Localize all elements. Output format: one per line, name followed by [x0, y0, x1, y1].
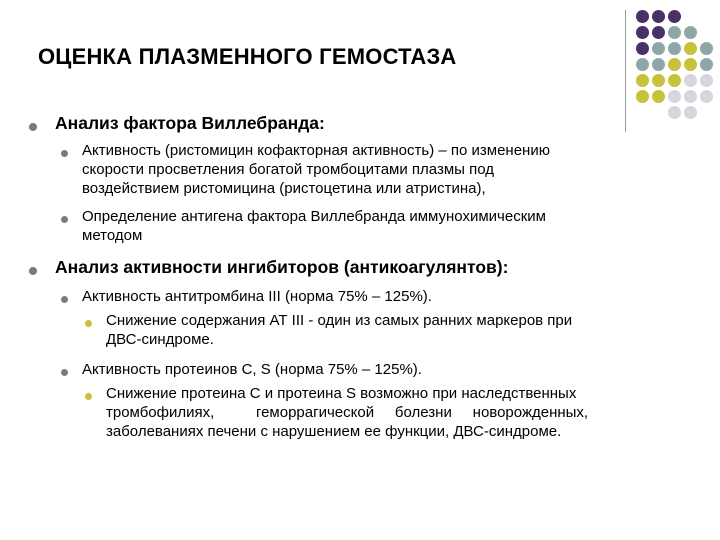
dot: [636, 42, 649, 55]
dot: [700, 58, 713, 71]
dot: [652, 58, 665, 71]
dot: [652, 10, 665, 23]
dot: [668, 10, 681, 23]
dot: [684, 42, 697, 55]
bullet-icon: [61, 369, 68, 376]
list-item: [82, 287, 672, 306]
bullet-icon: [61, 296, 68, 303]
text-line: методом: [82, 227, 143, 244]
dot: [668, 58, 681, 71]
section-heading-inhibitors: Анализ активности ингибиторов (антикоагулянтов):: [55, 257, 509, 277]
bullet-icon: [29, 123, 37, 131]
dot: [652, 90, 665, 103]
dot: [636, 26, 649, 39]
text-line: Снижение протеина С и протеина S возможно при наследственных: [106, 385, 577, 402]
text-line: воздействием ристомицина (ристоцетина или атристина),: [82, 180, 486, 197]
decorative-dot-grid: [636, 10, 716, 120]
text-segment: Активность (ристомицин кофакторная активность) – по изменению: [82, 142, 550, 159]
sub-list-item: [106, 311, 672, 349]
dot: [636, 90, 649, 103]
dot: [652, 74, 665, 87]
dot: [700, 74, 713, 87]
section-heading-willebrand: Анализ фактора Виллебранда:: [55, 113, 325, 133]
text-line: тромбофилиях, геморрагической болезни новорожденных,: [106, 404, 589, 421]
decorative-divider: [625, 10, 626, 132]
text-line: [82, 141, 672, 160]
bullet-icon: [61, 150, 68, 157]
list-item: [82, 141, 672, 198]
text-line: заболеваниях печени с нарушением ее функции, ДВС-синдроме.: [106, 423, 562, 440]
dot: [684, 106, 697, 119]
dot: [668, 74, 681, 87]
dot: [668, 90, 681, 103]
text-line: Активность антитромбина III (норма 75% – 125%).: [82, 288, 432, 305]
slide-title: ОЦЕНКА ПЛАЗМЕННОГО ГЕМОСТАЗА: [38, 44, 457, 69]
dot: [700, 90, 713, 103]
dot: [636, 74, 649, 87]
dot: [668, 42, 681, 55]
dot: [684, 90, 697, 103]
dot: [684, 26, 697, 39]
dot: [668, 106, 681, 119]
dot: [652, 42, 665, 55]
list-item: [82, 360, 672, 379]
dot: [636, 58, 649, 71]
dot: [652, 26, 665, 39]
text-line: Активность протеинов С, S (норма 75% – 125%).: [82, 361, 422, 378]
bullet-icon: [85, 393, 92, 400]
bullet-icon: [29, 267, 37, 275]
dot: [636, 10, 649, 23]
text-line: Снижение содержания АТ III - один из самых ранних маркеров при: [106, 312, 573, 329]
dot: [700, 42, 713, 55]
sub-list-item: [106, 384, 672, 441]
text-line: ДВС-синдроме.: [106, 331, 214, 348]
bullet-icon: [85, 320, 92, 327]
dot: [684, 74, 697, 87]
text-line: скорости просветления богатой тромбоцитами плазмы под: [82, 161, 494, 178]
dot: [684, 58, 697, 71]
dot: [668, 26, 681, 39]
list-item: [82, 207, 672, 245]
text-line: Определение антигена фактора Виллебранда иммунохимическим: [82, 208, 546, 225]
bullet-icon: [61, 216, 68, 223]
